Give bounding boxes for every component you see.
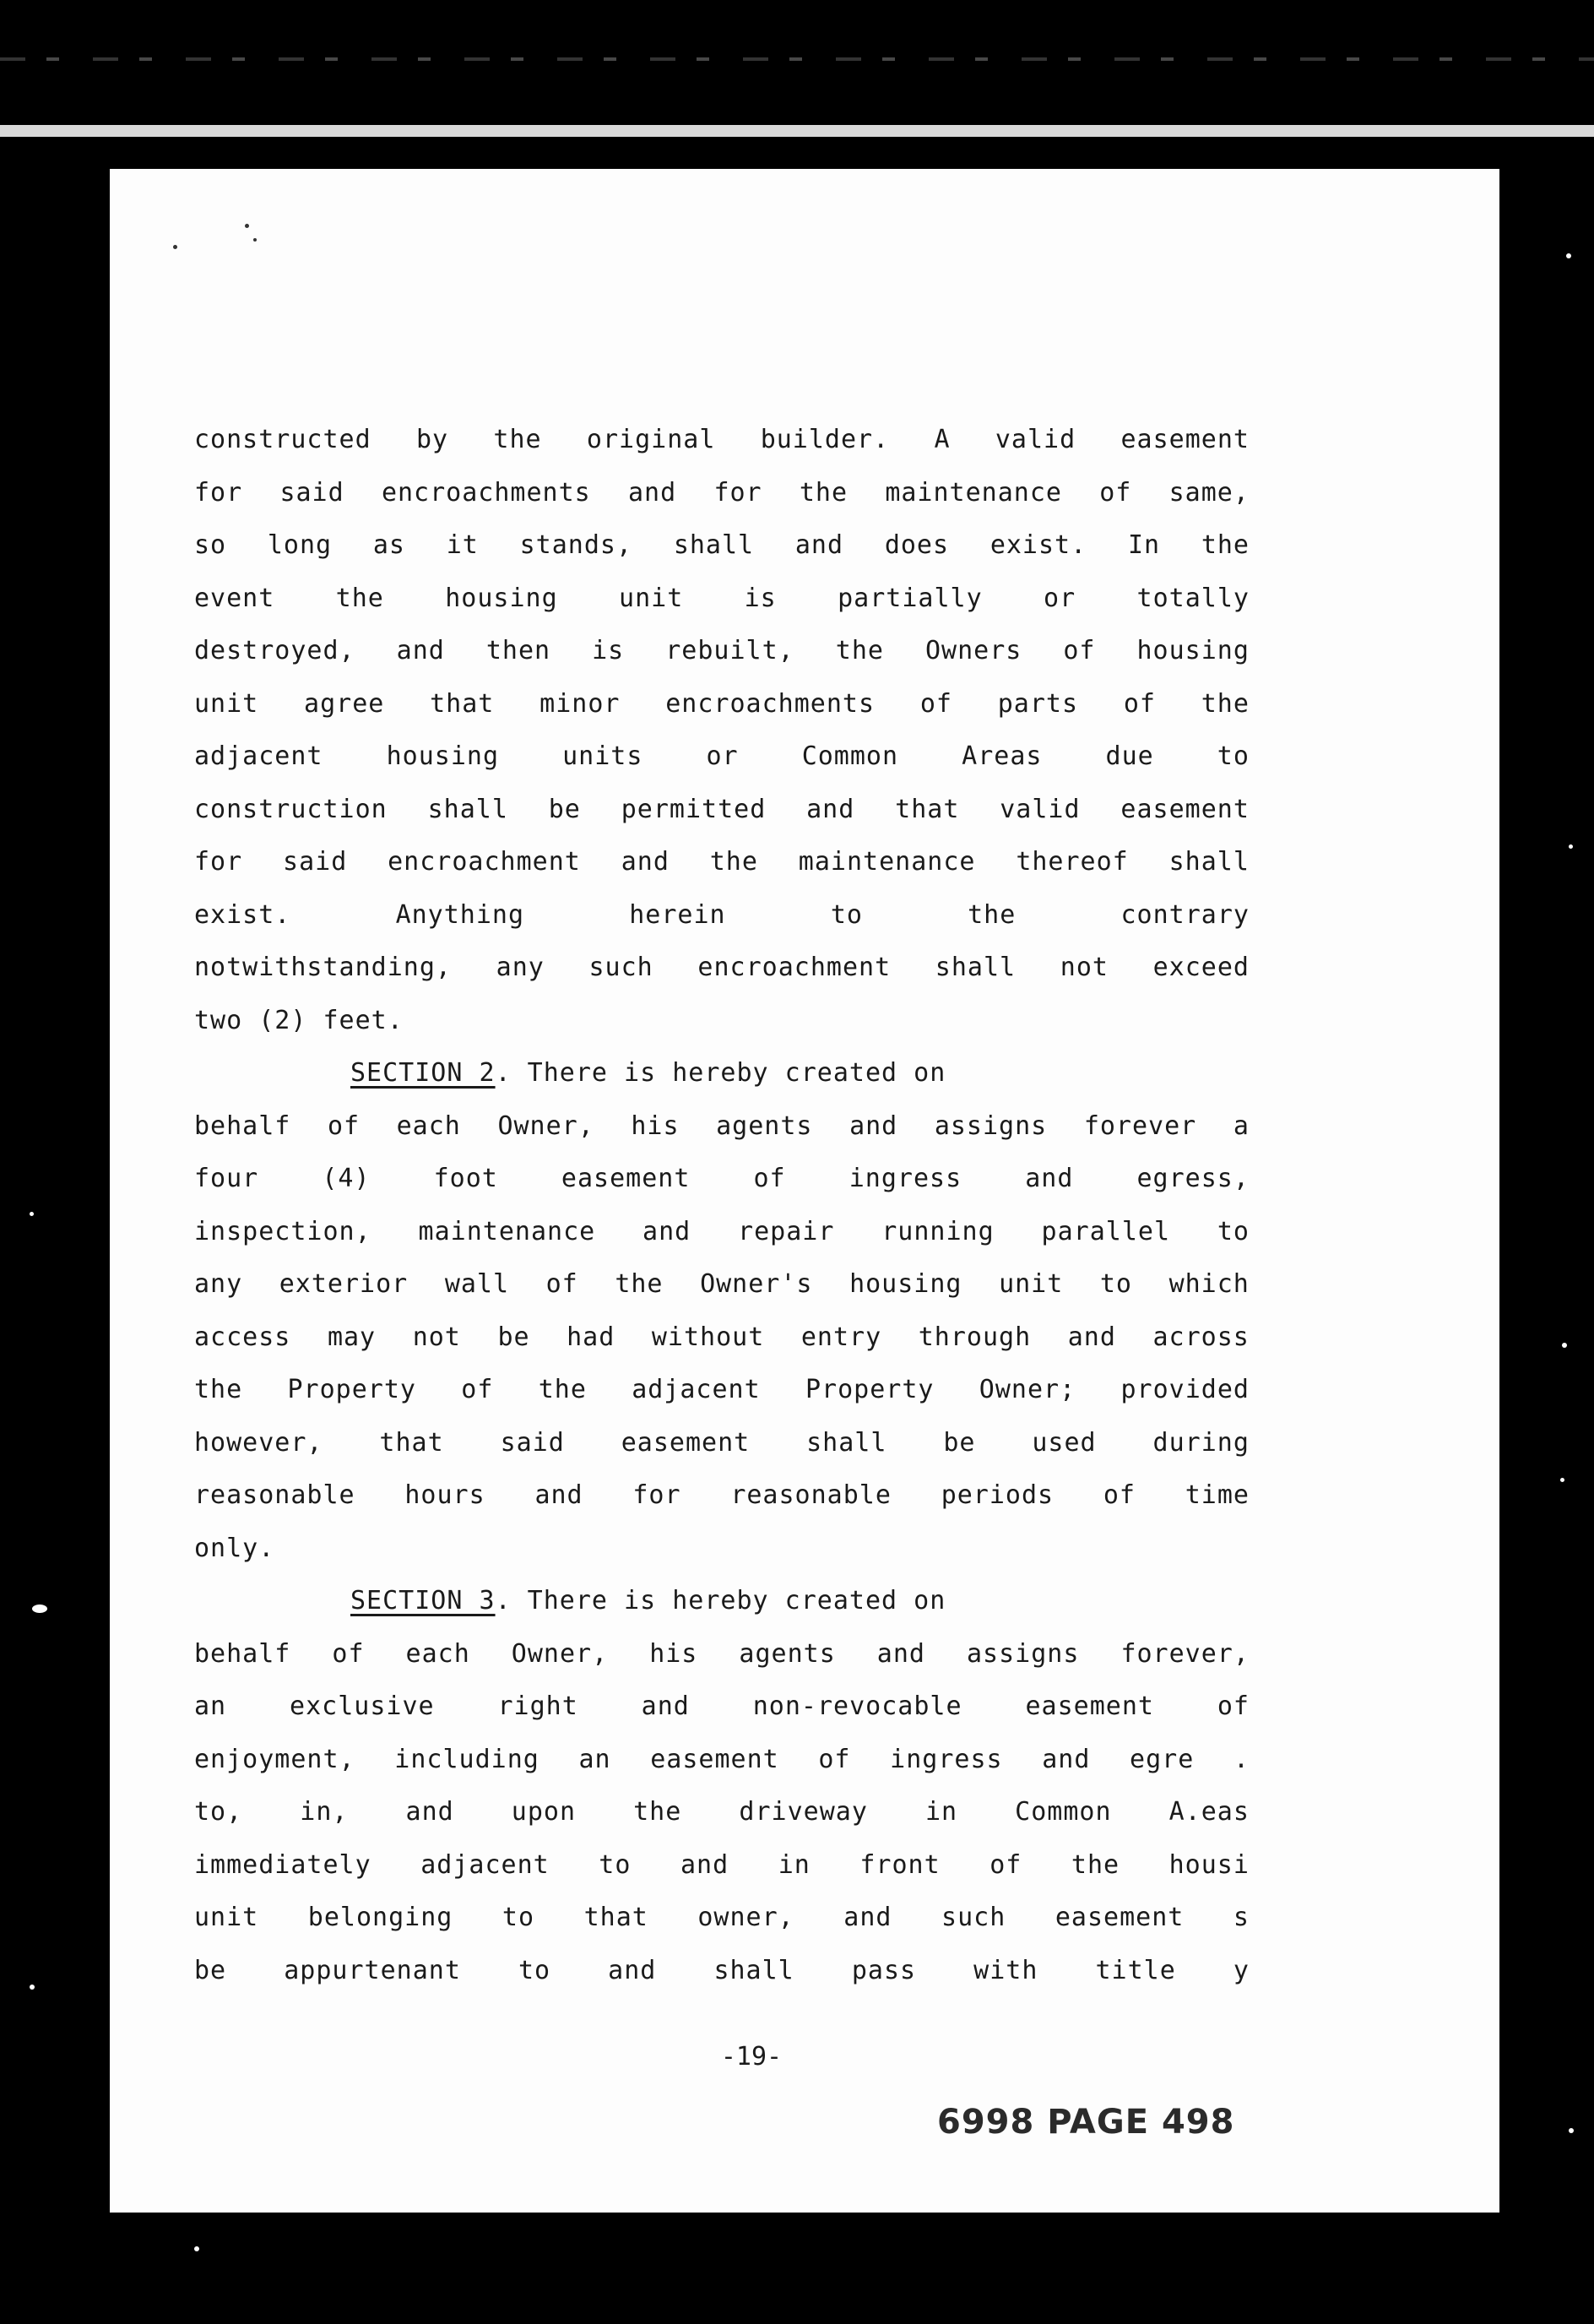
word: so: [194, 530, 227, 560]
scan-speck: [1569, 844, 1573, 849]
word: unit: [194, 1903, 259, 1932]
word: driveway: [739, 1797, 868, 1827]
word: it: [446, 530, 479, 560]
word: the: [335, 583, 384, 613]
word: and: [534, 1480, 583, 1510]
word: construction: [194, 794, 388, 824]
word: then: [485, 636, 551, 665]
word: to: [1217, 741, 1250, 771]
word: an: [578, 1744, 611, 1774]
word: of: [919, 688, 952, 719]
word: original: [586, 425, 716, 454]
word: periods: [941, 1480, 1055, 1510]
word: of: [1099, 477, 1132, 508]
word: a: [1233, 1110, 1250, 1141]
word: is: [744, 583, 777, 613]
scan-speck: [194, 2246, 199, 2251]
word: the: [615, 1269, 664, 1299]
word: immediately: [194, 1849, 371, 1880]
word: an: [194, 1691, 227, 1721]
word: units: [562, 741, 643, 771]
word: pass: [851, 1955, 917, 1985]
word: each: [396, 1110, 461, 1141]
word: for: [632, 1480, 681, 1510]
word: had: [567, 1322, 615, 1352]
word: same,: [1168, 477, 1250, 508]
word: reasonable: [194, 1480, 355, 1510]
text-line: [194, 1786, 1250, 1839]
text-line: [194, 1892, 1250, 1945]
word: the: [493, 425, 542, 454]
word: and: [642, 1216, 691, 1246]
word: is: [592, 636, 625, 665]
word: of: [545, 1269, 578, 1299]
text-line: [194, 942, 1250, 995]
word: maintenance: [885, 477, 1062, 508]
word: of: [1103, 1480, 1136, 1510]
word: right: [497, 1691, 578, 1721]
word: egress,: [1136, 1164, 1250, 1193]
word: forever: [1083, 1110, 1197, 1141]
word: ingress: [849, 1164, 962, 1193]
word: exceed: [1152, 953, 1250, 982]
word: hours: [404, 1480, 485, 1510]
word: shall: [673, 530, 755, 560]
word: easement: [1120, 794, 1250, 824]
word: of: [461, 1375, 494, 1404]
word: his: [631, 1110, 680, 1141]
word: including: [394, 1744, 539, 1774]
word: behalf: [194, 1638, 291, 1669]
word: and: [1042, 1744, 1091, 1774]
word: encroachment: [697, 953, 892, 982]
word: across: [1152, 1322, 1250, 1352]
word: of: [327, 1110, 361, 1141]
word: and: [843, 1903, 892, 1932]
word: event: [194, 583, 275, 613]
word: of: [753, 1164, 786, 1193]
word: and: [628, 477, 677, 508]
word: that: [379, 1427, 444, 1458]
scan-edge: [0, 125, 1594, 137]
scan-speck: [253, 238, 257, 242]
text-line: [194, 1153, 1250, 1206]
word: front: [859, 1849, 941, 1880]
word: each: [405, 1638, 470, 1669]
word: the: [799, 477, 849, 508]
word: destroyed,: [194, 636, 355, 665]
word: as: [372, 530, 405, 560]
word: Anything: [395, 899, 525, 930]
book-page-reference: 6998 PAGE 498: [937, 2103, 1235, 2142]
word: of: [1063, 636, 1096, 665]
text-line: [194, 1364, 1250, 1417]
word: notwithstanding,: [194, 953, 452, 982]
word: exist.: [194, 899, 291, 930]
text-line: [194, 519, 1250, 573]
word: be: [548, 794, 581, 824]
text-line: [194, 1734, 1250, 1787]
word: of: [332, 1638, 365, 1669]
word: the: [633, 1797, 682, 1827]
word: valid: [1000, 794, 1081, 824]
word: easement: [650, 1744, 779, 1774]
word: y: [1233, 1955, 1250, 1985]
word: the: [194, 1375, 243, 1404]
word: exist.: [989, 530, 1087, 560]
word: does: [884, 530, 950, 560]
word: shall: [806, 1427, 887, 1458]
word: agents: [739, 1638, 836, 1669]
word: Owners: [924, 636, 1022, 665]
word: not: [412, 1322, 461, 1352]
word: easement: [1025, 1691, 1154, 1721]
text-line: [194, 1839, 1250, 1892]
scan-speck: [1560, 1478, 1564, 1482]
text-line: only.: [194, 1533, 275, 1563]
word: foot: [433, 1164, 498, 1193]
word: exterior: [279, 1269, 409, 1299]
word: that: [430, 688, 495, 719]
word: may: [327, 1322, 377, 1352]
word: reasonable: [730, 1480, 892, 1510]
word: not: [1060, 953, 1109, 982]
word: to,: [194, 1797, 243, 1827]
word: to: [830, 899, 863, 930]
page-number: -19-: [720, 2042, 783, 2072]
text-line: two (2) feet.: [194, 1005, 404, 1035]
word: the: [1071, 1849, 1120, 1880]
word: totally: [1136, 583, 1250, 613]
word: parallel: [1041, 1216, 1171, 1246]
word: the: [709, 847, 758, 877]
word: access: [194, 1322, 291, 1352]
text-line: [194, 1628, 1250, 1681]
scan-speck: [245, 224, 249, 228]
word: forever,: [1120, 1638, 1250, 1669]
scan-speck: [1562, 1343, 1567, 1348]
word: without: [651, 1322, 765, 1352]
word: and: [621, 847, 670, 877]
word: said: [500, 1427, 565, 1458]
word: or: [1044, 583, 1076, 613]
word: be: [943, 1427, 976, 1458]
word: and: [680, 1849, 729, 1880]
word: by: [415, 425, 449, 454]
word: inspection,: [194, 1216, 371, 1246]
word: adjacent: [632, 1375, 761, 1404]
word: (4): [322, 1164, 371, 1193]
word: easement: [561, 1164, 691, 1193]
word: encroachments: [381, 477, 591, 508]
word: agree: [304, 688, 385, 719]
scan-speck: [32, 1605, 47, 1613]
word: unit: [999, 1269, 1064, 1299]
word: appurtenant: [284, 1955, 461, 1985]
text-line: [194, 836, 1250, 889]
word: and: [608, 1955, 657, 1985]
text-line: [194, 1258, 1250, 1311]
word: In: [1127, 530, 1161, 560]
word: adjacent: [420, 1849, 550, 1880]
text-line: [194, 1469, 1250, 1523]
word: thereof: [1016, 847, 1129, 877]
word: A.eas: [1168, 1797, 1250, 1827]
word: agents: [716, 1110, 813, 1141]
section-2-heading: SECTION 2: [350, 1058, 496, 1088]
word: behalf: [194, 1110, 291, 1141]
word: owner,: [697, 1903, 794, 1932]
word: unit: [619, 583, 684, 613]
word: said: [283, 847, 348, 877]
word: shall: [713, 1955, 794, 1985]
word: housing: [386, 741, 500, 771]
word: however,: [194, 1427, 323, 1458]
word: any: [194, 1269, 243, 1299]
word: provided: [1120, 1375, 1250, 1404]
word: entry: [800, 1322, 882, 1352]
scan-speck: [30, 1212, 34, 1216]
word: parts: [997, 688, 1079, 719]
word: for: [713, 477, 762, 508]
text-line: [194, 889, 1250, 942]
word: Common: [801, 741, 899, 771]
word: Common: [1015, 1797, 1112, 1827]
word: the: [1201, 688, 1250, 719]
word: to: [1099, 1269, 1132, 1299]
word: and: [1025, 1164, 1074, 1193]
text-line: [194, 1206, 1250, 1259]
word: herein: [629, 899, 726, 930]
word: shall: [1168, 847, 1250, 877]
word: permitted: [621, 794, 767, 824]
word: adjacent: [194, 741, 323, 771]
word: constructed: [194, 425, 371, 454]
word: and: [876, 1638, 925, 1669]
word: s: [1233, 1903, 1250, 1932]
word: and: [641, 1691, 690, 1721]
word: and: [794, 530, 844, 560]
word: with: [973, 1955, 1038, 1985]
word: of: [1123, 688, 1156, 719]
word: shall: [935, 953, 1017, 982]
section-3-heading: SECTION 3: [350, 1586, 496, 1615]
section-3-heading-line: SECTION 3. There is hereby created on: [350, 1586, 946, 1615]
word: said: [279, 477, 344, 508]
text-line: [194, 625, 1250, 678]
word: shall: [427, 794, 508, 824]
word: non-revocable: [752, 1691, 962, 1721]
word: for: [194, 847, 243, 877]
word: the: [1201, 530, 1250, 560]
word: stands,: [519, 530, 633, 560]
word: belonging: [307, 1903, 453, 1932]
word: easement: [1120, 425, 1250, 454]
word: such: [588, 953, 653, 982]
word: the: [968, 899, 1017, 930]
text-line: [194, 1945, 1250, 1998]
word: running: [881, 1216, 995, 1246]
word: and: [396, 636, 445, 665]
word: encroachment: [388, 847, 581, 877]
word: valid: [995, 425, 1076, 454]
word: used: [1032, 1427, 1097, 1458]
word: builder.: [760, 425, 890, 454]
word: easement: [621, 1427, 751, 1458]
word: of: [989, 1849, 1022, 1880]
word: Owner,: [511, 1638, 609, 1669]
word: or: [706, 741, 739, 771]
word: assigns: [934, 1110, 1048, 1141]
word: partially: [838, 583, 983, 613]
word: housing: [849, 1269, 962, 1299]
text-line: [194, 1100, 1250, 1154]
word: to: [599, 1849, 632, 1880]
word: due: [1105, 741, 1154, 771]
text-line: [194, 1681, 1250, 1734]
word: which: [1168, 1269, 1250, 1299]
word: maintenance: [418, 1216, 596, 1246]
scan-noise: [0, 57, 1594, 61]
word: Property: [287, 1375, 416, 1404]
text-line: [194, 1417, 1250, 1470]
text-line: [194, 730, 1250, 784]
section-2-heading-line: SECTION 2. There is hereby created on: [350, 1058, 946, 1088]
word: of: [818, 1744, 851, 1774]
word: through: [918, 1322, 1032, 1352]
word: minor: [539, 688, 621, 719]
word: ingress: [890, 1744, 1003, 1774]
word: housing: [1136, 636, 1250, 665]
word: in: [778, 1849, 811, 1880]
word: upon: [511, 1797, 577, 1827]
word: the: [538, 1375, 587, 1404]
word: of: [1217, 1691, 1250, 1721]
word: maintenance: [798, 847, 976, 877]
word: A: [934, 425, 951, 454]
word: be: [497, 1322, 530, 1352]
text-line: [194, 467, 1250, 520]
word: exclusive: [290, 1691, 435, 1721]
word: for: [194, 477, 243, 508]
word: Owner;: [979, 1375, 1076, 1404]
word: Areas: [962, 741, 1043, 771]
word: rebuilt,: [665, 636, 794, 665]
word: to: [502, 1903, 535, 1932]
text-line: [194, 573, 1250, 626]
word: to: [518, 1955, 551, 1985]
word: Owner,: [497, 1110, 594, 1141]
word: that: [895, 794, 960, 824]
word: housi: [1168, 1849, 1250, 1880]
text-line: [194, 414, 1250, 467]
word: in,: [300, 1797, 349, 1827]
word: and: [1067, 1322, 1116, 1352]
word: four: [194, 1164, 259, 1193]
word: and: [849, 1110, 898, 1141]
word: wall: [444, 1269, 510, 1299]
word: housing: [445, 583, 558, 613]
word: time: [1185, 1480, 1250, 1510]
word: Property: [805, 1375, 935, 1404]
word: be: [194, 1955, 227, 1985]
word: repair: [738, 1216, 835, 1246]
word: the: [835, 636, 884, 665]
text-line: [194, 1311, 1250, 1365]
word: such: [941, 1903, 1006, 1932]
word: in: [924, 1797, 958, 1827]
word: to: [1217, 1216, 1250, 1246]
word: long: [267, 530, 333, 560]
word: unit: [194, 688, 259, 719]
word: enjoyment,: [194, 1744, 355, 1774]
scan-speck: [1569, 2128, 1574, 2133]
word: and: [405, 1797, 454, 1827]
word: and: [806, 794, 855, 824]
word: that: [583, 1903, 648, 1932]
word: contrary: [1120, 899, 1250, 930]
text-line: [194, 784, 1250, 837]
word: egre: [1130, 1744, 1195, 1774]
scan-speck: [30, 1985, 35, 1990]
word: any: [496, 953, 545, 982]
word: his: [649, 1638, 698, 1669]
word: title: [1095, 1955, 1176, 1985]
word: .: [1233, 1744, 1250, 1774]
text-line: [194, 678, 1250, 731]
scan-speck: [1566, 253, 1571, 258]
word: Owner's: [700, 1269, 813, 1299]
word: during: [1152, 1427, 1250, 1458]
word: easement: [1055, 1903, 1185, 1932]
word: assigns: [966, 1638, 1080, 1669]
document-body: [194, 414, 1250, 1997]
scan-speck: [173, 245, 177, 249]
word: encroachments: [665, 688, 876, 719]
